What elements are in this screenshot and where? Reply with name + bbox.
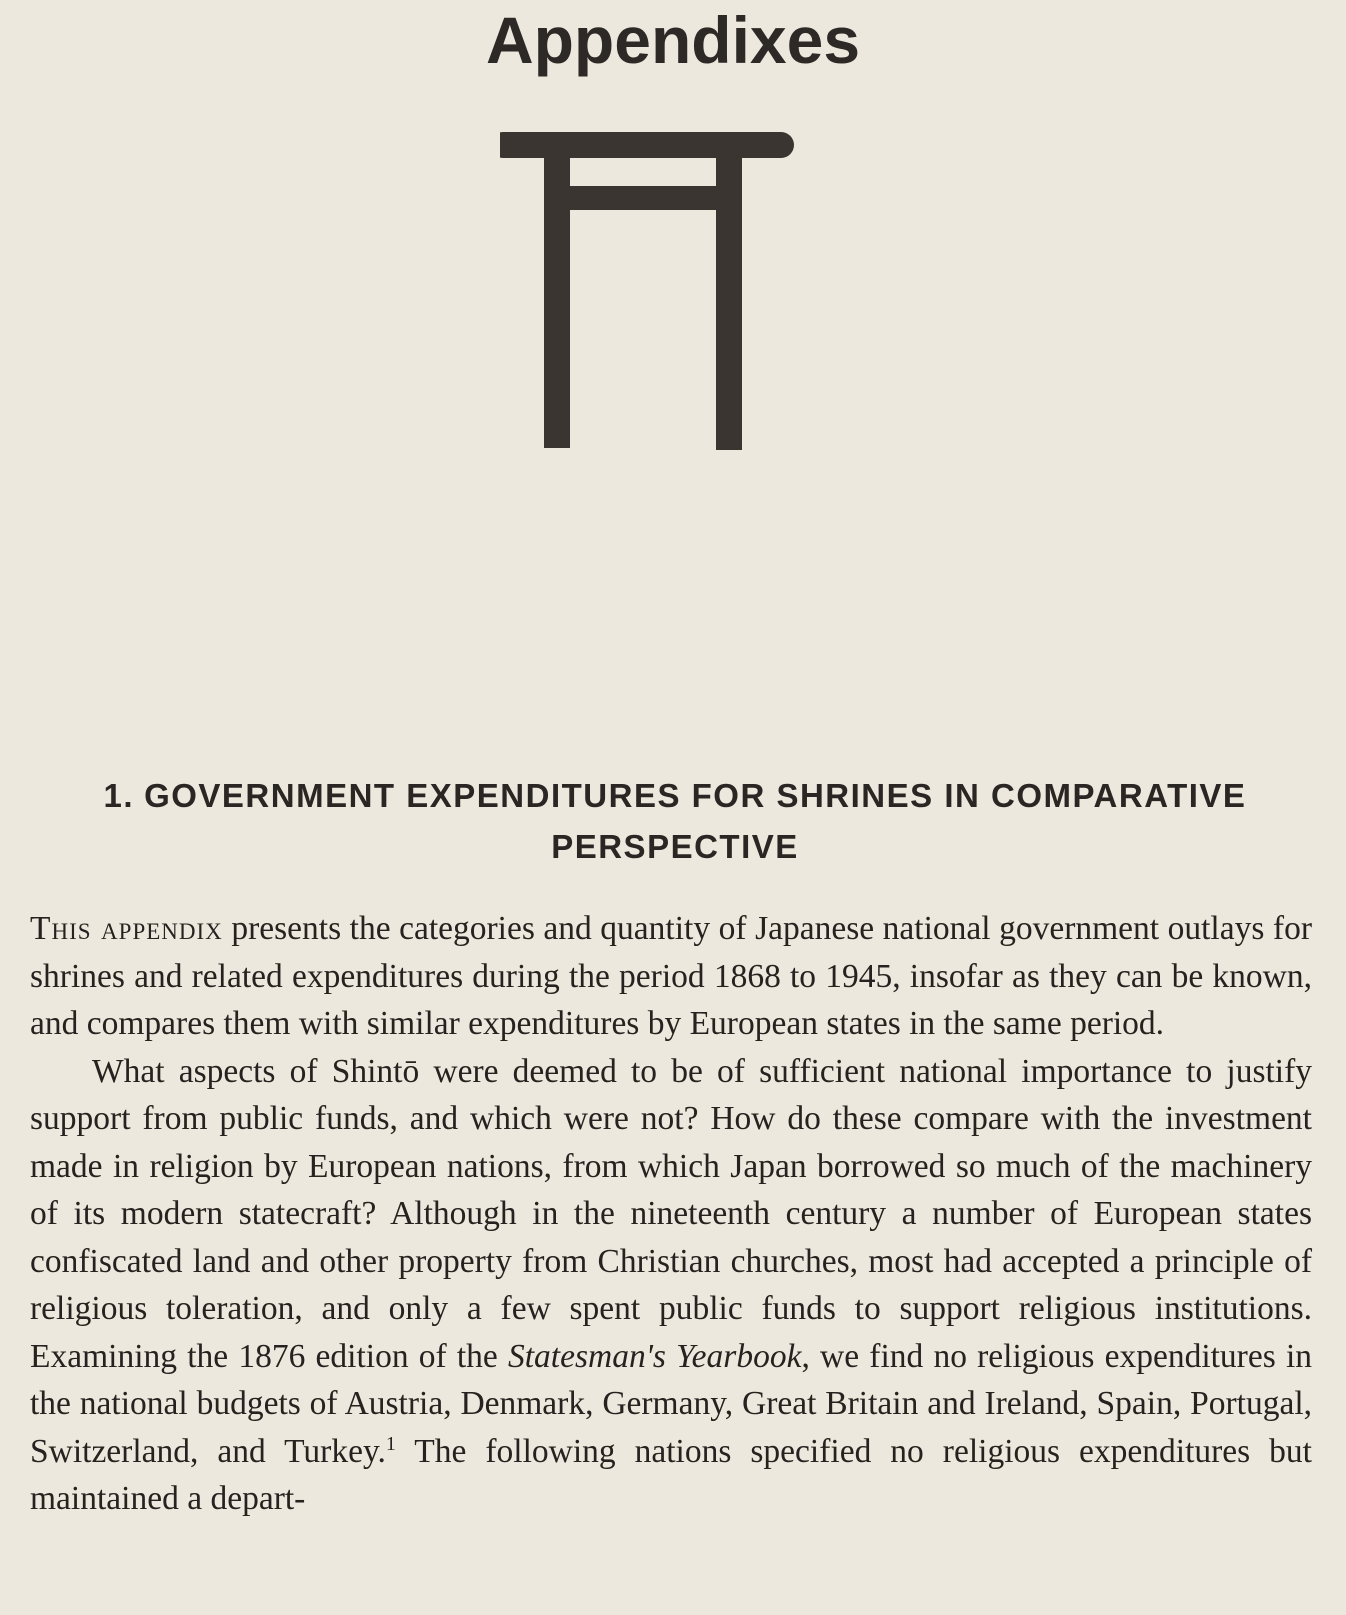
paragraph-2 <box>30 1048 1312 1523</box>
paragraph-2-text: What aspects of Shintō were deemed to be of sufficient national importance to justify support from public funds, and which were not? How do these compare with the investment made in religion by European nations, from which Japan borrowed so much of the machinery of its modern statecraft? Although in the nineteenth century a number of European states confiscated land and other property from Christian churches, most had accepted a principle of religious toleration, and only a few spent public funds to support religious institutions. Examining the 1876 edition of the <box>30 1052 1312 1375</box>
torii-gate-icon <box>500 130 820 470</box>
paragraph-2-text-end: The following nations specified no religious expenditures but maintained a depart- <box>30 1432 1312 1517</box>
footnote-marker[interactable]: 1 <box>385 1432 396 1455</box>
section-heading-text: GOVERNMENT EXPENDITURES FOR SHRINES IN COMPARATIVE PERSPECTIVE <box>144 777 1247 865</box>
paragraph-1 <box>30 905 1312 1048</box>
torii-crossbar <box>552 186 738 210</box>
book-title: Statesman's Yearbook <box>508 1337 802 1375</box>
torii-right-pillar <box>716 150 742 450</box>
paragraph-1-text: presents the categories and quantity of Japanese national government outlays for shrines and related expenditures during the period 1868 to 1945, insofar as they can be known, and compares them with similar expenditures by European states in the same period. <box>30 910 1312 1042</box>
paragraph-1-lead: This appendix <box>30 910 223 947</box>
section-number: 1. <box>103 777 135 814</box>
section-heading <box>30 770 1320 872</box>
page-title: Appendixes <box>485 3 861 77</box>
body-text <box>30 905 1312 1523</box>
paragraph-2-text-continued: , we find no religious expenditures in the national budgets of Austria, Denmark, Germany, Great Britain and Ireland, Spain, Portugal, Switzerland, and Turkey. <box>30 1337 1312 1470</box>
torii-left-pillar <box>544 150 570 448</box>
